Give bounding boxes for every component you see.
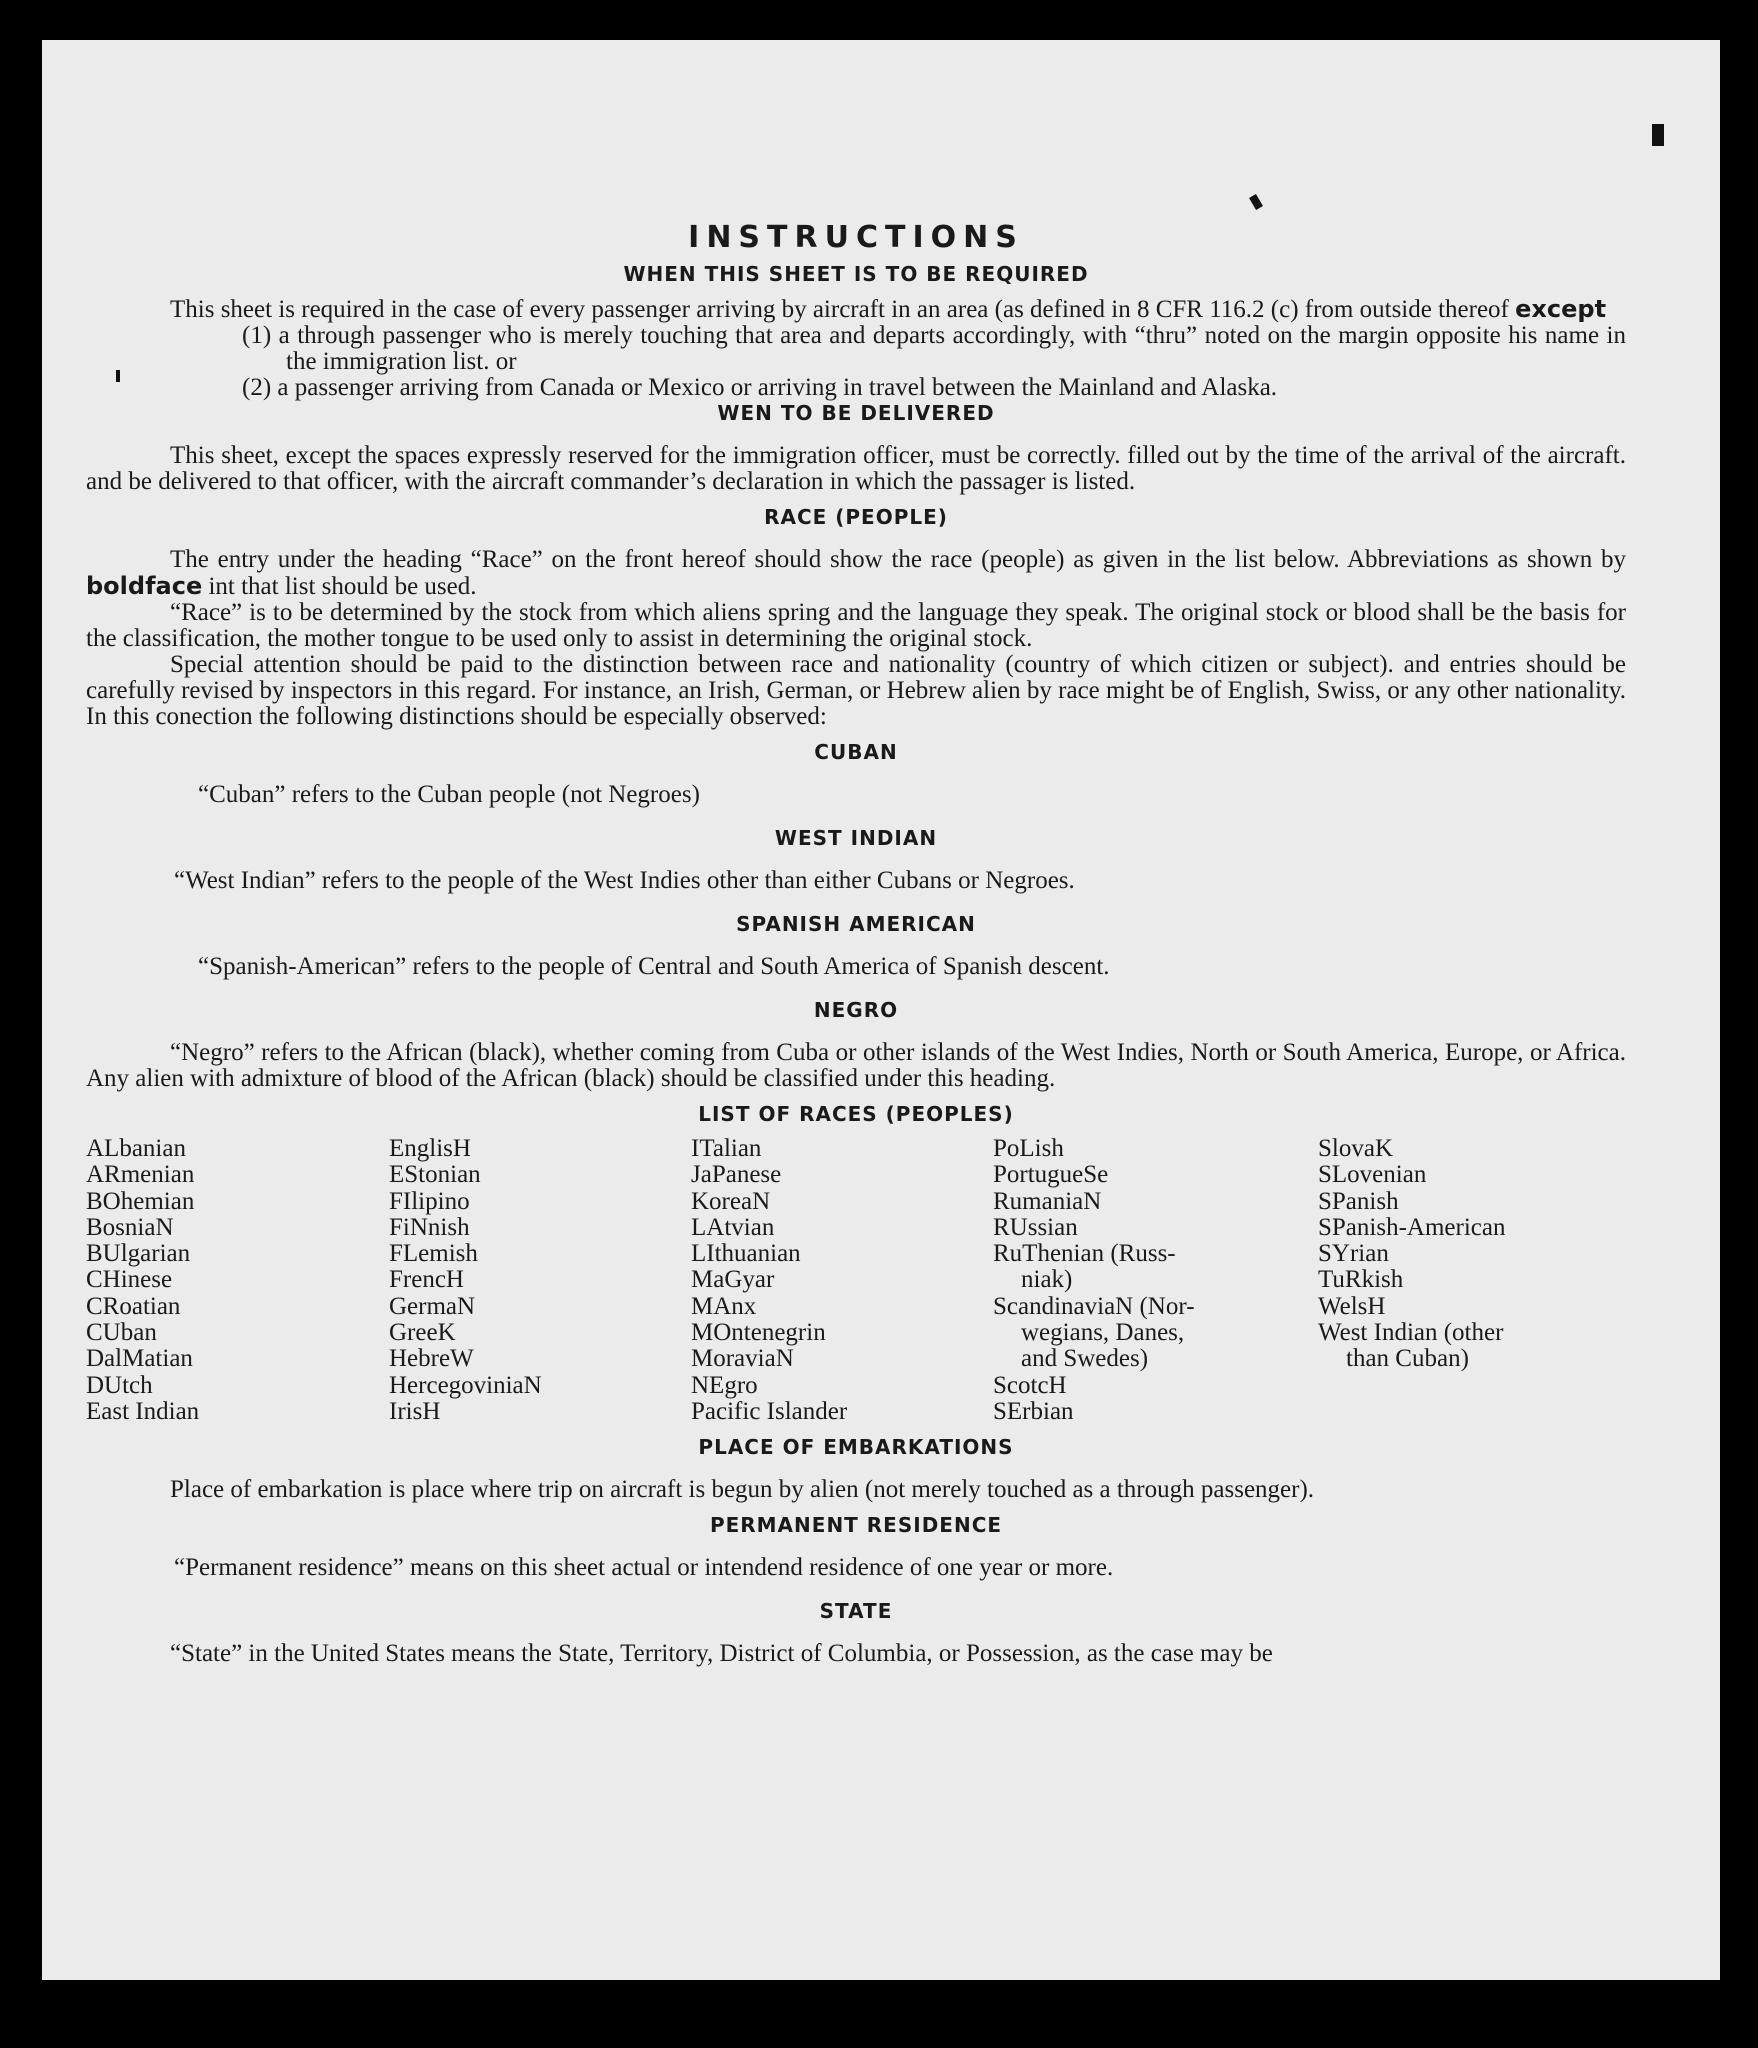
race-item: CHinese (86, 1266, 173, 1294)
section-title-residence: PERMANENT RESIDENCE (709, 1513, 1003, 1538)
section-title-embarkation: PLACE OF EMBARKATIONS (698, 1435, 1014, 1460)
race-item: SPanish-American (1318, 1213, 1506, 1241)
page-title: INSTRUCTIONS (688, 220, 1024, 255)
race-item-continued: niak) (1021, 1266, 1073, 1294)
race-item: RUssian (993, 1213, 1078, 1241)
race-item: LIthuanian (691, 1240, 801, 1268)
scan-mark (1652, 124, 1664, 146)
section-title-delivered: WEN TO BE DELIVERED (717, 401, 995, 425)
race-item: SErbian (993, 1397, 1074, 1425)
race-item: FiNnish (389, 1213, 470, 1241)
race-item: East Indian (86, 1397, 200, 1425)
race-item: BUlgarian (86, 1240, 191, 1268)
race-item: FrencH (389, 1266, 464, 1294)
race-item: SYrian (1318, 1240, 1389, 1268)
race-item: ITalian (691, 1135, 762, 1162)
section-title-state: STATE (819, 1599, 893, 1624)
race-item: ScandinaviaN (Nor- (993, 1292, 1195, 1320)
race-paragraph-2: “Race” is to be determined by the stock from which aliens spring and the language they speak. The original stock or blood shall be the basis for the classification, the mother tongue to be used only to assist in determining the original stock. (86, 599, 1626, 652)
race-item: BosniaN (86, 1213, 174, 1241)
required-intro (86, 296, 1626, 323)
race-item: PoLish (993, 1135, 1064, 1162)
race-item: FIlipino (389, 1187, 470, 1215)
race-item: LAtvian (691, 1213, 775, 1241)
race-p1-text-end: int that list should be used. (208, 573, 477, 600)
race-item: MOntenegrin (691, 1319, 826, 1347)
race-item: EStonian (389, 1161, 481, 1189)
races-column-5 (1318, 1136, 1618, 1425)
section-title-required: WHEN THIS SHEET IS TO BE REQUIRED (623, 262, 1089, 286)
required-intro-bold: except (1515, 295, 1607, 323)
race-item: MaGyar (691, 1266, 775, 1294)
race-item: CRoatian (86, 1292, 181, 1320)
races-column-2 (389, 1136, 691, 1425)
delivered-text: This sheet, except the spaces expressly reserved for the immigration officer, must be correctly. filled out by the time of the arrival of the aircraft. and be delivered to that officer, with the aircraft commander’s declaration in which the passager is listed. (86, 442, 1626, 495)
section-title-negro: NEGRO (813, 998, 899, 1022)
race-item: MoraviaN (691, 1345, 794, 1373)
race-item: TuRkish (1318, 1266, 1404, 1294)
list-item: (2) a passenger arriving from Canada or Mexico or arriving in travel between the Mainland and Alaska. (242, 374, 1278, 401)
section-title-cuban: CUBAN (814, 740, 898, 764)
document-page (42, 40, 1720, 1980)
race-item: NEgro (691, 1371, 758, 1399)
race-item: PortugueSe (993, 1161, 1109, 1189)
state-text: “State” in the United States means the State, Territory, District of Columbia, or Possession, as the case may be (170, 1640, 1273, 1668)
races-column-3 (691, 1136, 993, 1425)
residence-text: “Permanent residence” means on this sheet actual or intendend residence of one year or more. (174, 1554, 1114, 1582)
race-item: GreeK (389, 1319, 456, 1347)
race-item: ALbanian (86, 1135, 186, 1162)
race-item-continued: wegians, Danes, (1021, 1319, 1185, 1347)
instructions-content (86, 180, 1626, 1667)
section-title-west-indian: WEST INDIAN (774, 826, 938, 850)
races-list (86, 1136, 1626, 1425)
race-item: ARmenian (86, 1161, 195, 1189)
race-p1-bold: boldface (86, 572, 203, 600)
cuban-text: “Cuban” refers to the Cuban people (not Negroes) (198, 781, 700, 808)
section-title-race: RACE (PEOPLE) (764, 505, 948, 529)
race-item: WelsH (1318, 1292, 1386, 1320)
race-paragraph-3: Special attention should be paid to the distinction between race and nationality (country of which citizen or subject). and entries should be carefully revised by inspectors in this regard. For instance, an Irish, German, or Hebrew alien by race might be of English, Swiss, or any other nationality. In this conection the following distinctions should be especially observed: (86, 651, 1626, 730)
section-title-spanish-american: SPANISH AMERICAN (736, 912, 976, 936)
race-item: CUban (86, 1319, 157, 1347)
race-item: SLovenian (1318, 1161, 1427, 1189)
list-item: (1) a through passenger who is merely touching that area and departs accordingly, with “thru” noted on the margin opposite his name in the immigration list. or (242, 322, 1626, 375)
race-item: ScotcH (993, 1371, 1067, 1399)
race-item: IrisH (389, 1397, 441, 1425)
section-title-list: LIST OF RACES (PEOPLES) (698, 1102, 1014, 1126)
race-item: RumaniaN (993, 1187, 1102, 1215)
race-item: RuThenian (Russ- (993, 1240, 1176, 1268)
race-item: Pacific Islander (691, 1397, 848, 1425)
required-list (86, 323, 1626, 401)
races-column-1 (86, 1136, 389, 1425)
required-intro-text: This sheet is required in the case of every passenger arriving by aircraft in an area (as defined in 8 CFR 116.2 (c) from outside thereof (170, 296, 1509, 323)
race-item: GermaN (389, 1292, 476, 1320)
race-item: HercegoviniaN (389, 1371, 542, 1399)
race-item: JaPanese (691, 1161, 782, 1189)
race-item: HebreW (389, 1345, 474, 1373)
race-p1-text: The entry under the heading “Race” on the front hereof should show the race (people) as given in the list below. Abbreviations as shown by (170, 546, 1626, 573)
race-item: FLemish (389, 1240, 478, 1268)
race-item: BOhemian (86, 1187, 195, 1215)
race-item-continued: than Cuban) (1346, 1345, 1469, 1373)
race-item: KoreaN (691, 1187, 771, 1215)
race-item: West Indian (other (1318, 1319, 1504, 1347)
race-item: SlovaK (1318, 1135, 1393, 1162)
race-item: EnglisH (389, 1135, 471, 1162)
spanish-american-text: “Spanish-American” refers to the people of Central and South America of Spanish descent. (198, 953, 1110, 980)
race-item-continued: and Swedes) (1021, 1345, 1149, 1373)
embarkation-text: Place of embarkation is place where trip on aircraft is begun by alien (not merely touched as a through passenger). (170, 1476, 1315, 1504)
race-paragraph-1 (86, 547, 1626, 600)
race-item: DUtch (86, 1371, 153, 1399)
negro-text: “Negro” refers to the African (black), whether coming from Cuba or other islands of the West Indies, North or South America, Europe, or Africa. Any alien with admixture of blood of the African (black) should be classified under this heading. (86, 1039, 1626, 1092)
west-indian-text: “West Indian” refers to the people of the West Indies other than either Cubans or Negroes. (174, 867, 1075, 894)
races-column-4 (993, 1136, 1318, 1425)
race-item: MAnx (691, 1292, 757, 1320)
race-item: DalMatian (86, 1345, 193, 1373)
race-item: SPanish (1318, 1187, 1399, 1215)
